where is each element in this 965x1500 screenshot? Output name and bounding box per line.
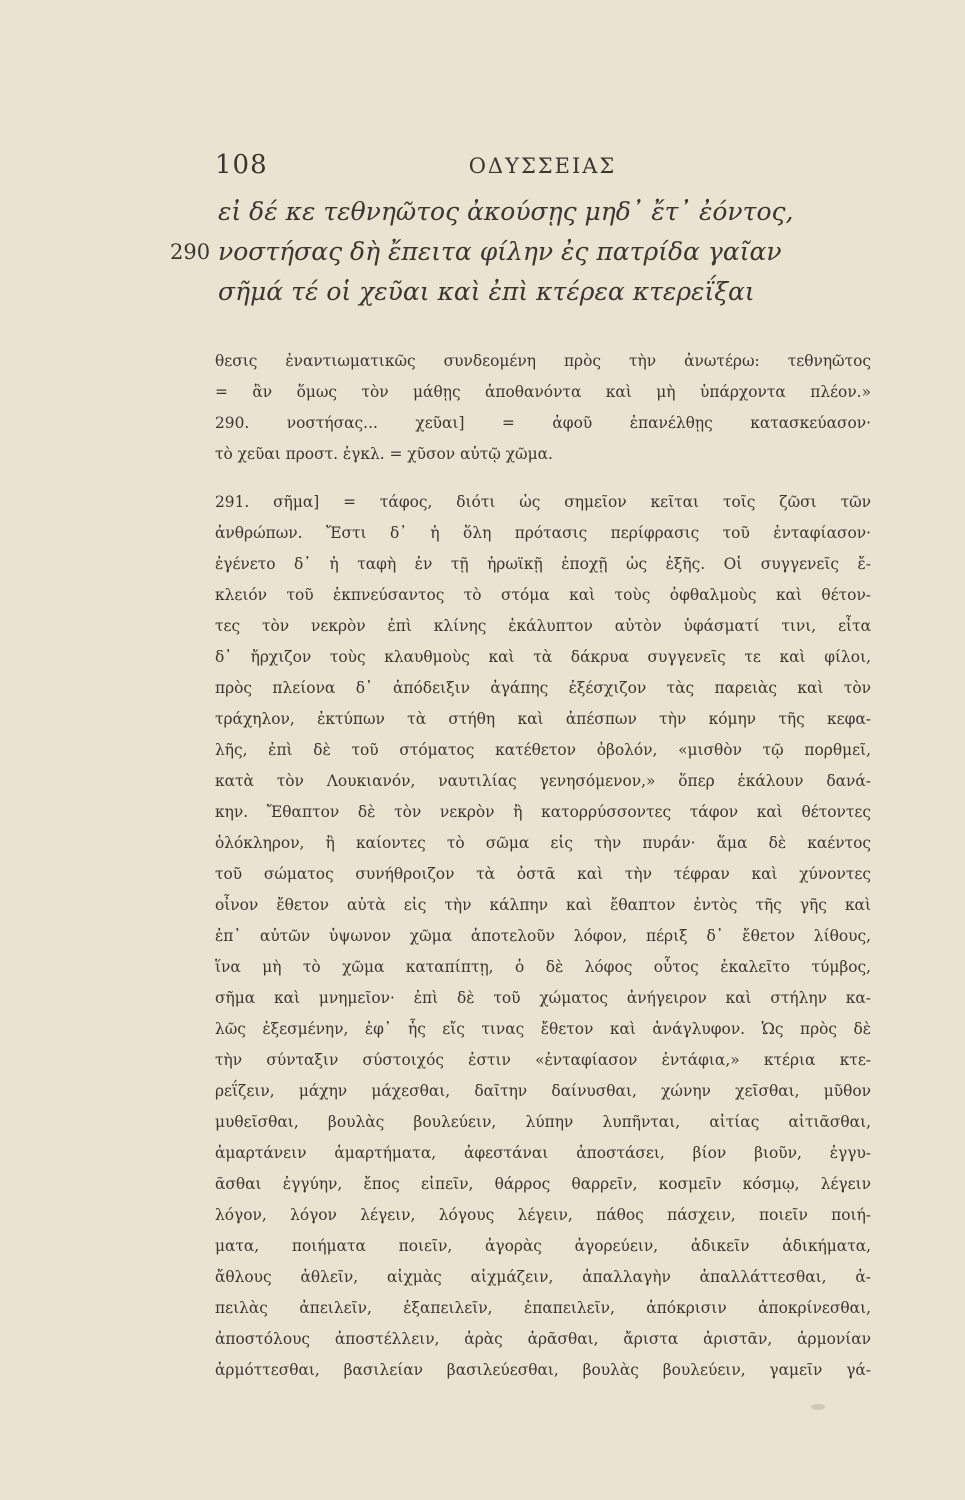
commentary-line: κλειόν τοῦ ἐκπνεύσαντος τὸ στόμα καὶ τοὺς ὀφθαλμοὺς καὶ θέτον- — [215, 586, 871, 604]
commentary-line: ἄθλους ἀθλεῖν, αἰχμὰς αἰχμάζειν, ἀπαλλαγὴν ἀπαλλάττεσθαι, ἀ- — [215, 1268, 871, 1286]
commentary-line: ἁρμόττεσθαι, βασιλείαν βασιλεύεσθαι, βουλὰς βουλεύειν, γαμεῖν γά- — [215, 1361, 871, 1379]
paragraph-gap — [215, 470, 871, 487]
commentary-line: ὁλόκληρον, ἢ καίοντες τὸ σῶμα εἰς τὴν πυράν· ἅμα δὲ καέντος — [215, 834, 871, 852]
commentary-line: μυθεῖσθαι, βουλὰς βουλεύειν, λύπην λυπῆνται, αἰτίας αἰτιᾶσθαι, — [215, 1113, 871, 1131]
commentary-line: λόγον, λόγον λέγειν, λόγους λέγειν, πάθος πάσχειν, ποιεῖν ποιή- — [215, 1206, 871, 1224]
commentary-line: πειλὰς ἀπειλεῖν, ἐξαπειλεῖν, ἐπαπειλεῖν, ἀπόκρισιν ἀποκρίνεσθαι, — [215, 1299, 871, 1317]
commentary-line: τὸ χεῦαι προστ. ἐγκλ. = χῦσον αὐτῷ χῶμα. — [215, 445, 553, 463]
commentary-line: τοῦ σώματος συνήθροιζον τὰ ὀστᾶ καὶ τὴν τέφραν καὶ χύνοντες — [215, 865, 871, 883]
verse-line — [170, 192, 890, 232]
commentary-line: κην. Ἔθαπτον δὲ τὸν νεκρὸν ἢ κατορρύσσοντες τάφον καὶ θέτοντες — [215, 803, 871, 821]
verse-line — [170, 272, 890, 312]
commentary-line: λῆς, ἐπὶ δὲ τοῦ στόματος κατέθετον ὀβολόν, «μισθὸν τῷ πορθμεῖ, — [215, 741, 871, 759]
commentary-line: ἐπ᾽ αὐτῶν ὑψωνον χῶμα ἀποτελοῦν λόφον, πέριξ δ᾽ ἔθετον λίθους, — [215, 927, 871, 945]
commentary-line: 291. σῆμα] = τάφος, διότι ὡς σημεῖον κεῖται τοῖς ζῶσι τῶν — [215, 493, 871, 511]
commentary-line: 290. νοστήσας... χεῦαι] = ἀφοῦ ἐπανέλθῃς κατασκεύασον· — [215, 414, 871, 432]
page-number: 108 — [215, 150, 268, 180]
verse-text: σῆμά τέ οἱ χεῦαι καὶ ἐπὶ κτέρεα κτερεΐξαι — [218, 277, 755, 306]
commentary-line: πρὸς πλείονα δ᾽ ἀπόδειξιν ἀγάπης ἐξέσχιζον τὰς παρειὰς καὶ τὸν — [215, 679, 871, 697]
commentary-line: τες τὸν νεκρὸν ἐπὶ κλίνης ἐκάλυπτον αὐτὸν ὑφάσματί τινι, εἶτα — [215, 617, 871, 635]
commentary-line: ᾶσθαι ἐγγύην, ἔπος εἰπεῖν, θάρρος θαρρεῖν, κοσμεῖν κόσμῳ, λέγειν — [215, 1175, 871, 1193]
commentary-line: δ᾽ ἤρχιζον τοὺς κλαυθμοὺς καὶ τὰ δάκρυα συγγενεῖς τε καὶ φίλοι, — [215, 648, 871, 666]
verse-block — [170, 192, 890, 312]
page-header — [215, 150, 870, 190]
verse-number: 290 — [170, 240, 211, 264]
commentary-line: ρεΐζειν, μάχην μάχεσθαι, δαῖτην δαίνυσθαι, χώνην χεῖσθαι, μῦθον — [215, 1082, 871, 1100]
commentary-line: θεσις ἐναντιωματικῶς συνδεομένη πρὸς τὴν ἀνωτέρω: τεθνηῶτος — [215, 352, 871, 370]
commentary-line: ἁμαρτάνειν ἁμαρτήματα, ἀφεστάναι ἀποστάσει, βίον βιοῦν, ἐγγυ- — [215, 1144, 871, 1162]
commentary-line: λῶς ἐξεσμένην, ἐφ᾽ ἧς εἴς τινας ἔθετον καὶ ἀνάγλυφον. Ὡς πρὸς δὲ — [215, 1020, 871, 1038]
verse-text: νοστήσας δὴ ἔπειτα φίλην ἐς πατρίδα γαῖαν — [218, 237, 782, 266]
commentary-line — [215, 1386, 871, 1417]
ink-smudge — [811, 1404, 825, 1410]
running-title: ΟΔΥΣΣΕΙΑΣ — [468, 154, 617, 178]
commentary-line: σῆμα καὶ μνημεῖον· ἐπὶ δὲ τοῦ χώματος ἀνήγειρον καὶ στήλην κα- — [215, 989, 871, 1007]
verse-text: εἰ δέ κε τεθνηῶτος ἀκούσῃς μηδ᾽ ἔτ᾽ ἐόντος, — [218, 197, 794, 226]
commentary-line: ἀποστόλους ἀποστέλλειν, ἀρὰς ἀρᾶσθαι, ἄριστα ἀριστᾶν, ἁρμονίαν — [215, 1330, 871, 1348]
commentary-line: τράχηλον, ἐκτύπων τὰ στήθη καὶ ἀπέσπων τὴν κόμην τῆς κεφα- — [215, 710, 871, 728]
commentary-line: τὴν σύνταξιν σύστοιχός ἐστιν «ἐνταφίασον ἐντάφια,» κτέρια κτε- — [215, 1051, 871, 1069]
commentary-line: ἐγένετο δ᾽ ἡ ταφὴ ἐν τῇ ἡρωϊκῇ ἐποχῇ ὡς ἑξῆς. Οἱ συγγενεῖς ἔ- — [215, 555, 871, 573]
verse-line — [170, 232, 890, 272]
commentary-line: κατὰ τὸν Λουκιανόν, ναυτιλίας γενησόμενον,» ὅπερ ἐκάλουν δανά- — [215, 772, 871, 790]
commentary-line: = ἂν ὅμως τὸν μάθῃς ἀποθανόντα καὶ μὴ ὑπάρχοντα πλέον.» — [215, 383, 871, 401]
commentary-line: ματα, ποιήματα ποιεῖν, ἀγορὰς ἀγορεύειν, ἀδικεῖν ἀδικήματα, — [215, 1237, 871, 1255]
commentary-line: ἵνα μὴ τὸ χῶμα καταπίπτῃ, ὁ δὲ λόφος οὗτος ἐκαλεῖτο τύμβος, — [215, 958, 871, 976]
commentary-block — [215, 346, 871, 1417]
commentary-line: ἀνθρώπων. Ἔστι δ᾽ ἡ ὅλη πρότασις περίφρασις τοῦ ἐνταφίασον· — [215, 524, 871, 542]
commentary-line: οἶνον ἔθετον αὐτὰ εἰς τὴν κάλπην καὶ ἔθαπτον ἐντὸς τῆς γῆς καὶ — [215, 896, 871, 914]
